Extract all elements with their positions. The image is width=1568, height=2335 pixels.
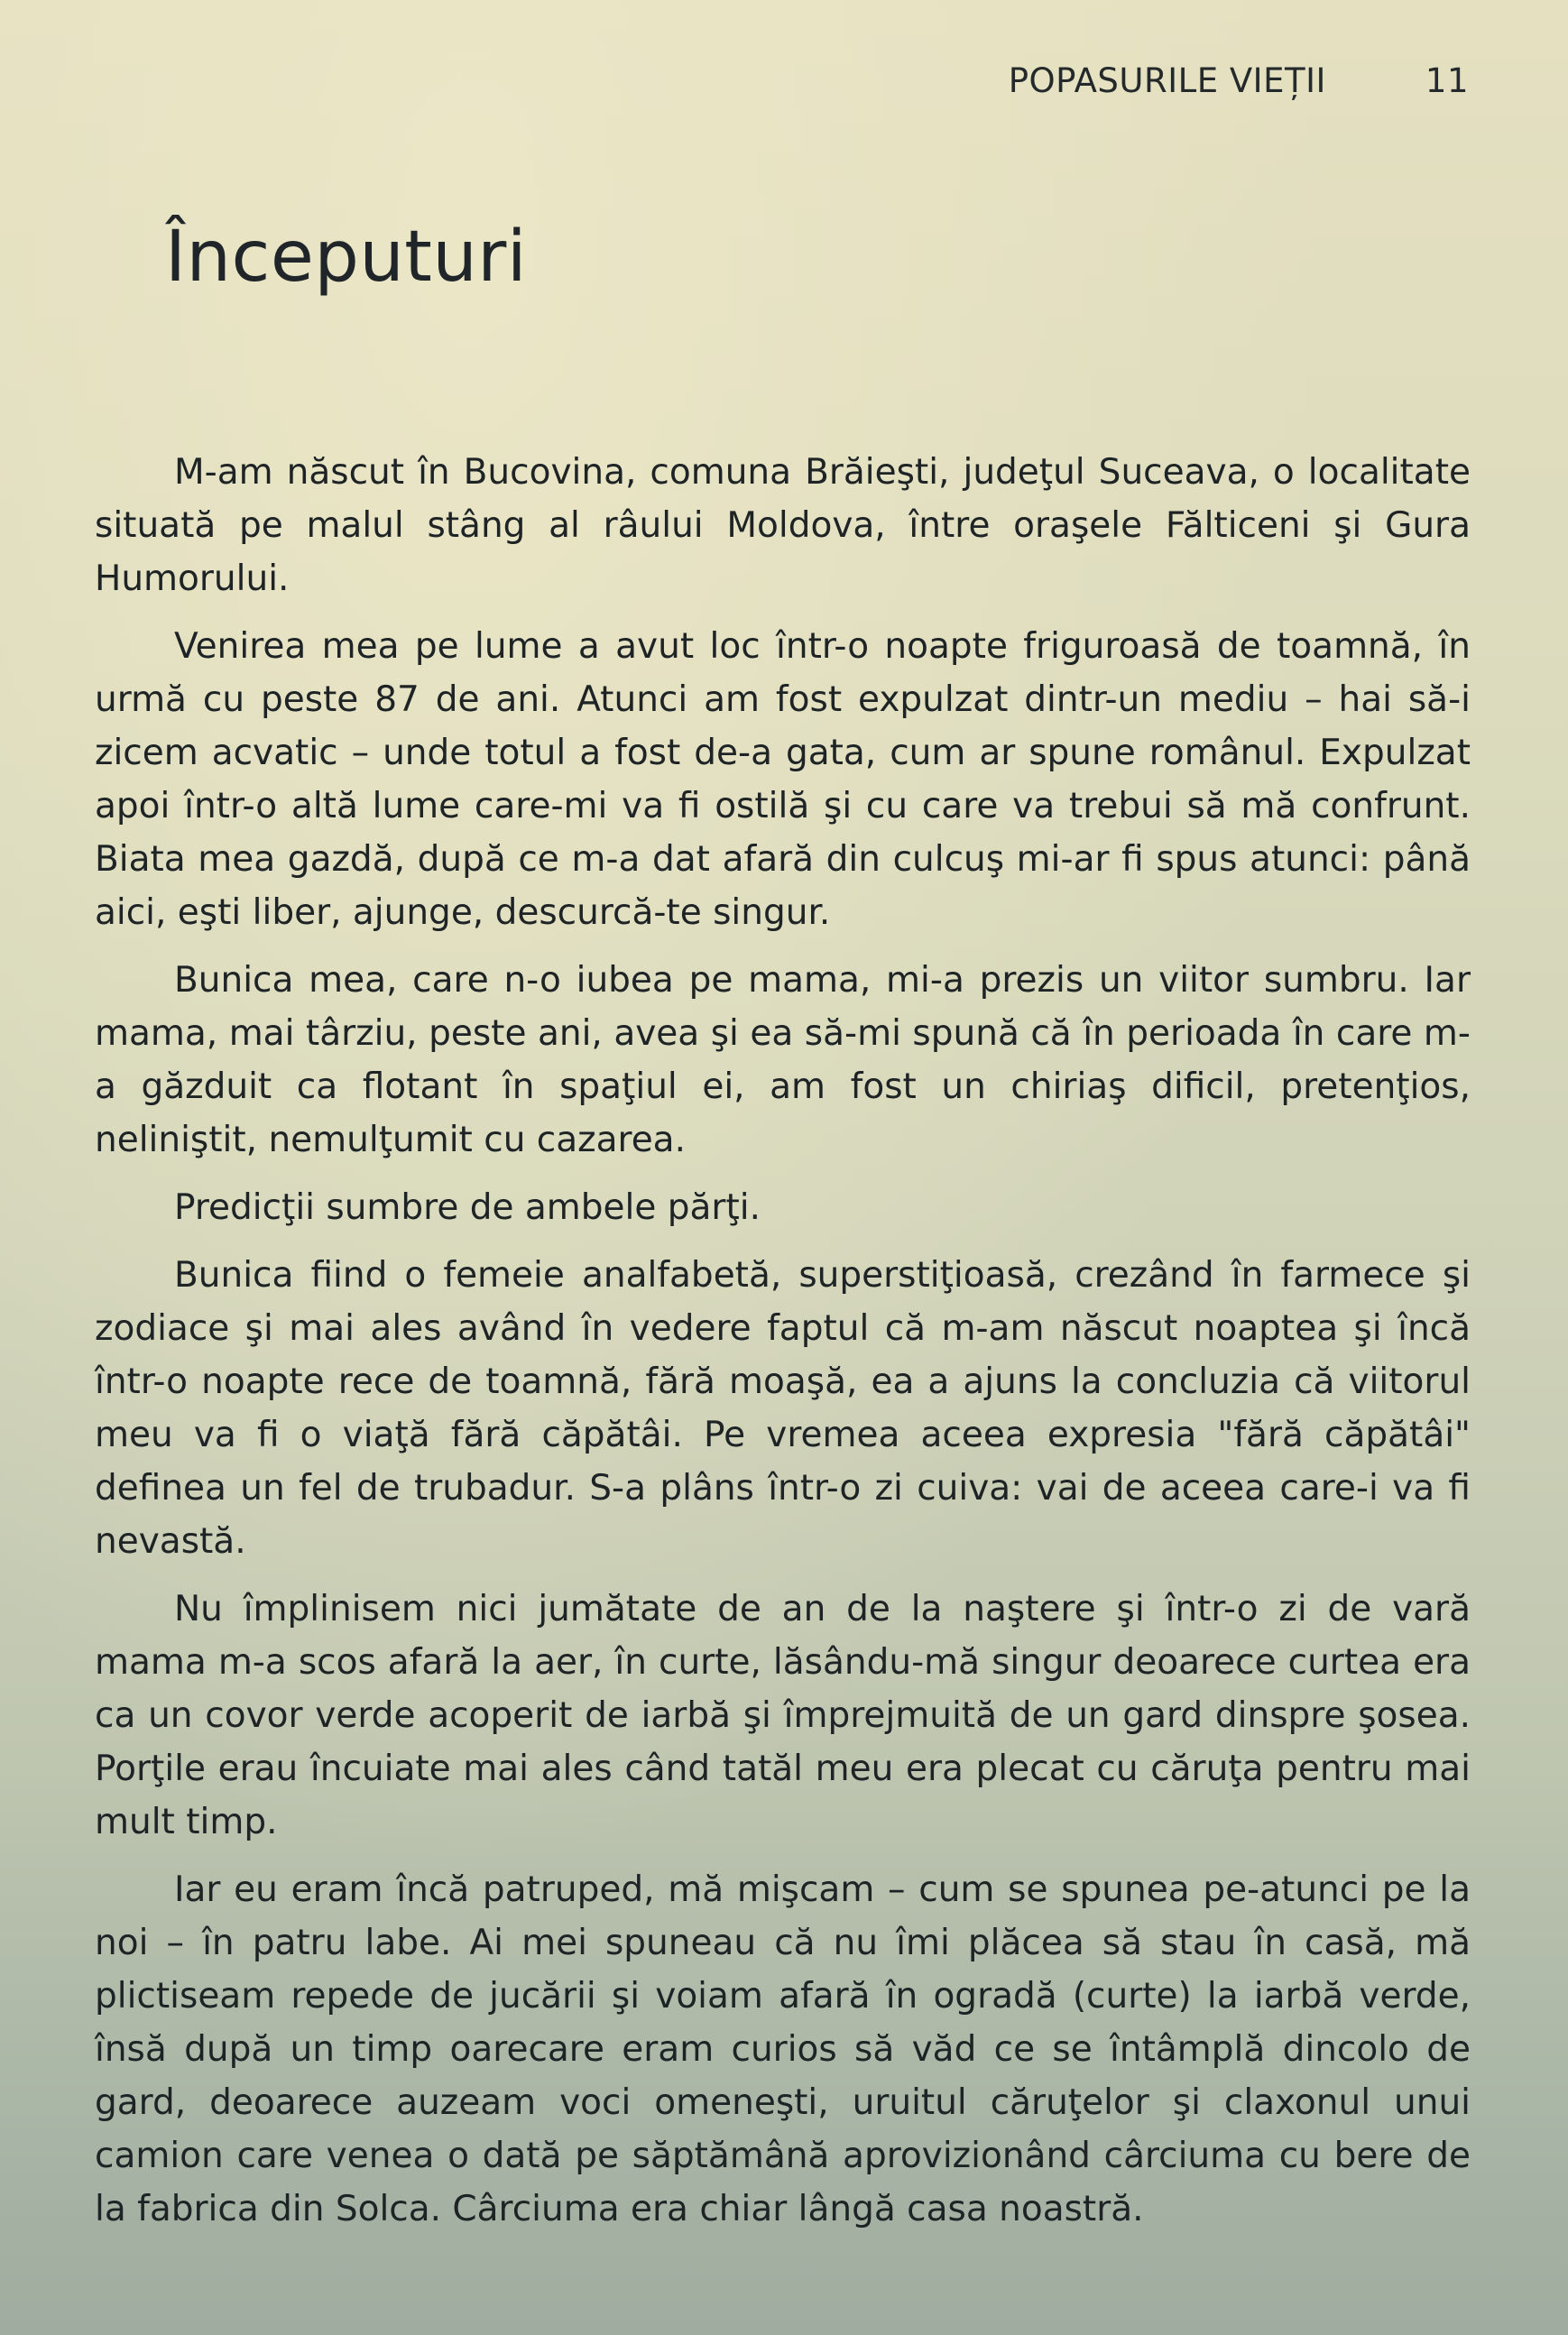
running-title: POPASURILE VIEȚII — [1008, 61, 1326, 100]
body-text — [95, 446, 1471, 2236]
chapter-title: Începuturi — [165, 217, 528, 298]
running-header — [1009, 61, 1469, 100]
paragraph: Venirea mea pe lume a avut loc într-o noapte friguroasă de toamnă, în urmă cu peste 87 de ani. Atunci am fost expulzat dintr-un mediu – hai să-i zicem acvatic – unde totul a fost de-a gata, cum ar spune românul. Expulzat apoi într-o altă lume care-mi va fi ostilă şi cu care va trebui să mă confrunt. Biata mea gazdă, după ce m-a dat afară din culcuş mi-ar fi spus atunci: până aici, eşti liber, ajunge, descurcă-te singur. — [95, 626, 1471, 933]
page-number: 11 — [1425, 61, 1469, 100]
paragraph: Iar eu eram încă patruped, mă mişcam – cum se spunea pe-atunci pe la noi – în patru labe. Ai mei spuneau că nu îmi plăcea să stau în casă, mă plictiseam repede de jucării şi voiam afară în ogradă (curte) la iarbă verde, însă după un timp oarecare eram curios să văd ce se întâmplă dincolo de gard, deoarece auzeam voci omeneşti, uruitul căruţelor şi claxonul unui camion care venea o dată pe săptămână aprovizionând cârciuma cu bere de la fabrica din Solca. Cârciuma era chiar lângă casa noastră. — [95, 1869, 1471, 2229]
paragraph: Bunica fiind o femeie analfabetă, superstiţioasă, crezând în farmece şi zodiace şi mai ales având în vedere faptul că m-am născut noaptea şi încă într-o noapte rece de toamnă, fără moaşă, ea a ajuns la concluzia că viitorul meu va fi o viaţă fără căpătâi. Pe vremea aceea expresia "fără căpătâi" definea un fel de trubadur. S-a plâns într-o zi cuiva: vai de aceea care-i va fi nevastă. — [95, 1255, 1471, 1562]
paragraph: M-am născut în Bucovina, comuna Brăieşti, judeţul Suceava, o localitate situată pe malul stâng al râului Moldova, între oraşele Fălticeni şi Gura Humorului. — [95, 452, 1471, 599]
paragraph: Bunica mea, care n-o iubea pe mama, mi-a prezis un viitor sumbru. Iar mama, mai târziu, peste ani, avea şi ea să-mi spună că în perioada în care m-a găzduit ca flotant în spaţiul ei, am fost un chiriaş dificil, pretenţios, neliniştit, nemulţumit cu cazarea. — [95, 960, 1471, 1160]
paragraph: Nu împlinisem nici jumătate de an de la naştere şi într-o zi de vară mama m-a scos afară la aer, în curte, lăsându-mă singur deoarece curtea era ca un covor verde acoperit de iarbă şi împrejmuită de un gard dinspre şosea. Porţile erau încuiate mai ales când tatăl meu era plecat cu căruţa pentru mai mult timp. — [95, 1589, 1471, 1842]
paragraph: Predicţii sumbre de ambele părţi. — [174, 1187, 761, 1228]
